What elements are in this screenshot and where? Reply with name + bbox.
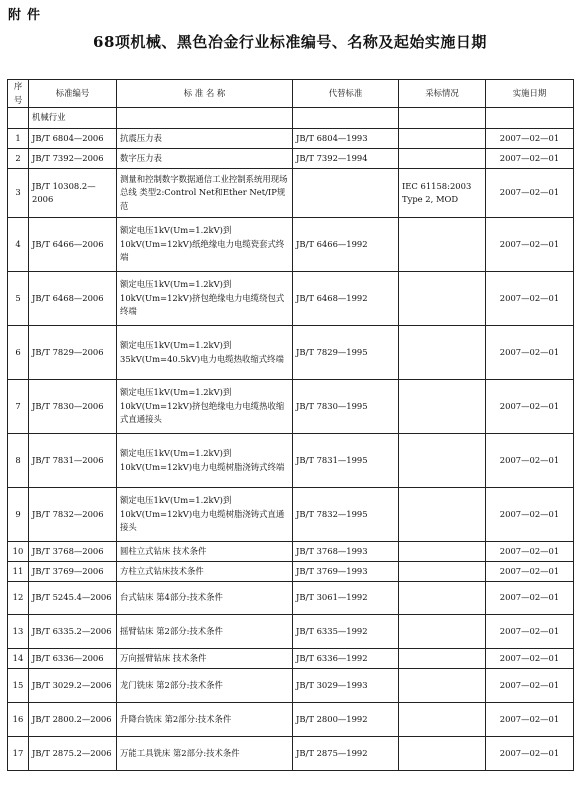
adoption-status [399,149,486,169]
table-row [8,380,574,434]
effective-date: 2007—02—01 [486,272,574,326]
standard-code: JB/T 3029.2—2006 [29,669,117,703]
row-number: 6 [8,326,29,380]
replaced-standard: JB/T 3061—1992 [293,582,399,615]
adoption-status [399,218,486,272]
section-label: 机械行业 [29,108,117,129]
section-empty-cell [117,108,293,129]
replaced-standard [293,169,399,218]
row-number: 4 [8,218,29,272]
col-header-name: 标 准 名 称 [117,80,293,108]
standard-name: 数字压力表 [117,149,293,169]
adoption-status [399,562,486,582]
table-body [8,108,574,771]
table-header-row [8,80,574,108]
table-row [8,669,574,703]
table-row [8,218,574,272]
section-empty-cell [486,108,574,129]
replaced-standard: JB/T 7831—1995 [293,434,399,488]
standard-name: 额定电压1kV(Um=1.2kV)到10kV(Um=12kV)挤包绝缘电力电缆绕包式终端 [117,272,293,326]
standard-name: 摇臂钻床 第2部分:技术条件 [117,615,293,649]
replaced-standard: JB/T 2800—1992 [293,703,399,737]
replaced-standard: JB/T 3769—1993 [293,562,399,582]
col-header-no: 序号 [8,80,29,108]
standard-code: JB/T 10308.2—2006 [29,169,117,218]
table-row [8,488,574,542]
row-number: 11 [8,562,29,582]
adoption-status [399,380,486,434]
section-empty-cell [8,108,29,129]
table-row [8,542,574,562]
adoption-status [399,272,486,326]
replaced-standard: JB/T 6336—1992 [293,649,399,669]
row-number: 3 [8,169,29,218]
table-row [8,434,574,488]
standard-name: 额定电压1kV(Um=1.2kV)到10kV(Um=12kV)挤包绝缘电力电缆热收缩式直通接头 [117,380,293,434]
effective-date: 2007—02—01 [486,669,574,703]
section-row [8,108,574,129]
row-number: 8 [8,434,29,488]
document-title: 68项机械、黑色冶金行业标准编号、名称及起始实施日期 [93,33,487,51]
table-row [8,615,574,649]
section-empty-cell [293,108,399,129]
row-number: 7 [8,380,29,434]
table-row [8,326,574,380]
effective-date: 2007—02—01 [486,562,574,582]
effective-date: 2007—02—01 [486,149,574,169]
standard-code: JB/T 2875.2—2006 [29,737,117,771]
replaced-standard: JB/T 7832—1995 [293,488,399,542]
replaced-standard: JB/T 3768—1993 [293,542,399,562]
standard-code: JB/T 7831—2006 [29,434,117,488]
standards-table [7,79,574,771]
effective-date: 2007—02—01 [486,703,574,737]
standard-code: JB/T 5245.4—2006 [29,582,117,615]
col-header-date: 实施日期 [486,80,574,108]
standard-name: 圆柱立式钻床 技术条件 [117,542,293,562]
replaced-standard: JB/T 3029—1993 [293,669,399,703]
effective-date: 2007—02—01 [486,488,574,542]
table-row [8,649,574,669]
replaced-standard: JB/T 7830—1995 [293,380,399,434]
effective-date: 2007—02—01 [486,218,574,272]
row-number: 1 [8,129,29,149]
standard-code: JB/T 6468—2006 [29,272,117,326]
table-row [8,169,574,218]
effective-date: 2007—02—01 [486,434,574,488]
table-row [8,562,574,582]
row-number: 9 [8,488,29,542]
standard-name: 额定电压1kV(Um=1.2kV)到10kV(Um=12kV)电力电缆树脂浇铸式直通接头 [117,488,293,542]
effective-date: 2007—02—01 [486,649,574,669]
adoption-status [399,326,486,380]
effective-date: 2007—02—01 [486,169,574,218]
standard-code: JB/T 6336—2006 [29,649,117,669]
adoption-status [399,649,486,669]
adoption-status [399,434,486,488]
standard-name: 抗震压力表 [117,129,293,149]
table-row [8,129,574,149]
effective-date: 2007—02—01 [486,582,574,615]
effective-date: 2007—02—01 [486,542,574,562]
adoption-status [399,582,486,615]
table-row [8,737,574,771]
table-row [8,703,574,737]
effective-date: 2007—02—01 [486,737,574,771]
replaced-standard: JB/T 7392—1994 [293,149,399,169]
adoption-status [399,542,486,562]
standard-name: 方柱立式钻床技术条件 [117,562,293,582]
section-empty-cell [399,108,486,129]
adoption-status [399,129,486,149]
adoption-status [399,737,486,771]
adoption-status [399,703,486,737]
row-number: 12 [8,582,29,615]
replaced-standard: JB/T 6335—1992 [293,615,399,649]
attachment-label: 附件 [8,8,47,23]
effective-date: 2007—02—01 [486,380,574,434]
adoption-status: IEC 61158:2003 Type 2, MOD [399,169,486,218]
standard-code: JB/T 7392—2006 [29,149,117,169]
row-number: 14 [8,649,29,669]
effective-date: 2007—02—01 [486,326,574,380]
standard-name: 台式钻床 第4部分:技术条件 [117,582,293,615]
table-row [8,272,574,326]
row-number: 5 [8,272,29,326]
standard-code: JB/T 2800.2—2006 [29,703,117,737]
row-number: 16 [8,703,29,737]
standard-code: JB/T 3769—2006 [29,562,117,582]
standard-name: 万能工具铣床 第2部分:技术条件 [117,737,293,771]
adoption-status [399,669,486,703]
effective-date: 2007—02—01 [486,615,574,649]
effective-date: 2007—02—01 [486,129,574,149]
col-header-replace: 代替标准 [293,80,399,108]
adoption-status [399,615,486,649]
standard-code: JB/T 6335.2—2006 [29,615,117,649]
row-number: 10 [8,542,29,562]
row-number: 17 [8,737,29,771]
standard-name: 万向摇臂钻床 技术条件 [117,649,293,669]
standard-code: JB/T 7830—2006 [29,380,117,434]
standard-name: 额定电压1kV(Um=1.2kV)到10kV(Um=12kV)纸绝缘电力电缆瓷套式终端 [117,218,293,272]
replaced-standard: JB/T 6466—1992 [293,218,399,272]
standard-code: JB/T 7829—2006 [29,326,117,380]
standard-code: JB/T 6804—2006 [29,129,117,149]
standard-name: 测量和控制数字数据通信工业控制系统用现场总线 类型2:Control Net和Ether Net/IP规范 [117,169,293,218]
standard-name: 升降台铣床 第2部分:技术条件 [117,703,293,737]
replaced-standard: JB/T 7829—1995 [293,326,399,380]
standard-name: 额定电压1kV(Um=1.2kV)到35kV(Um=40.5kV)电力电缆热收缩式终端 [117,326,293,380]
row-number: 15 [8,669,29,703]
row-number: 2 [8,149,29,169]
standard-name: 额定电压1kV(Um=1.2kV)到10kV(Um=12kV)电力电缆树脂浇铸式终端 [117,434,293,488]
table-row [8,149,574,169]
col-header-adopt: 采标情况 [399,80,486,108]
standard-code: JB/T 3768—2006 [29,542,117,562]
table-row [8,582,574,615]
standard-code: JB/T 6466—2006 [29,218,117,272]
replaced-standard: JB/T 6468—1992 [293,272,399,326]
col-header-code: 标准编号 [29,80,117,108]
row-number: 13 [8,615,29,649]
replaced-standard: JB/T 2875—1992 [293,737,399,771]
standard-code: JB/T 7832—2006 [29,488,117,542]
replaced-standard: JB/T 6804—1993 [293,129,399,149]
standard-name: 龙门铣床 第2部分:技术条件 [117,669,293,703]
adoption-status [399,488,486,542]
